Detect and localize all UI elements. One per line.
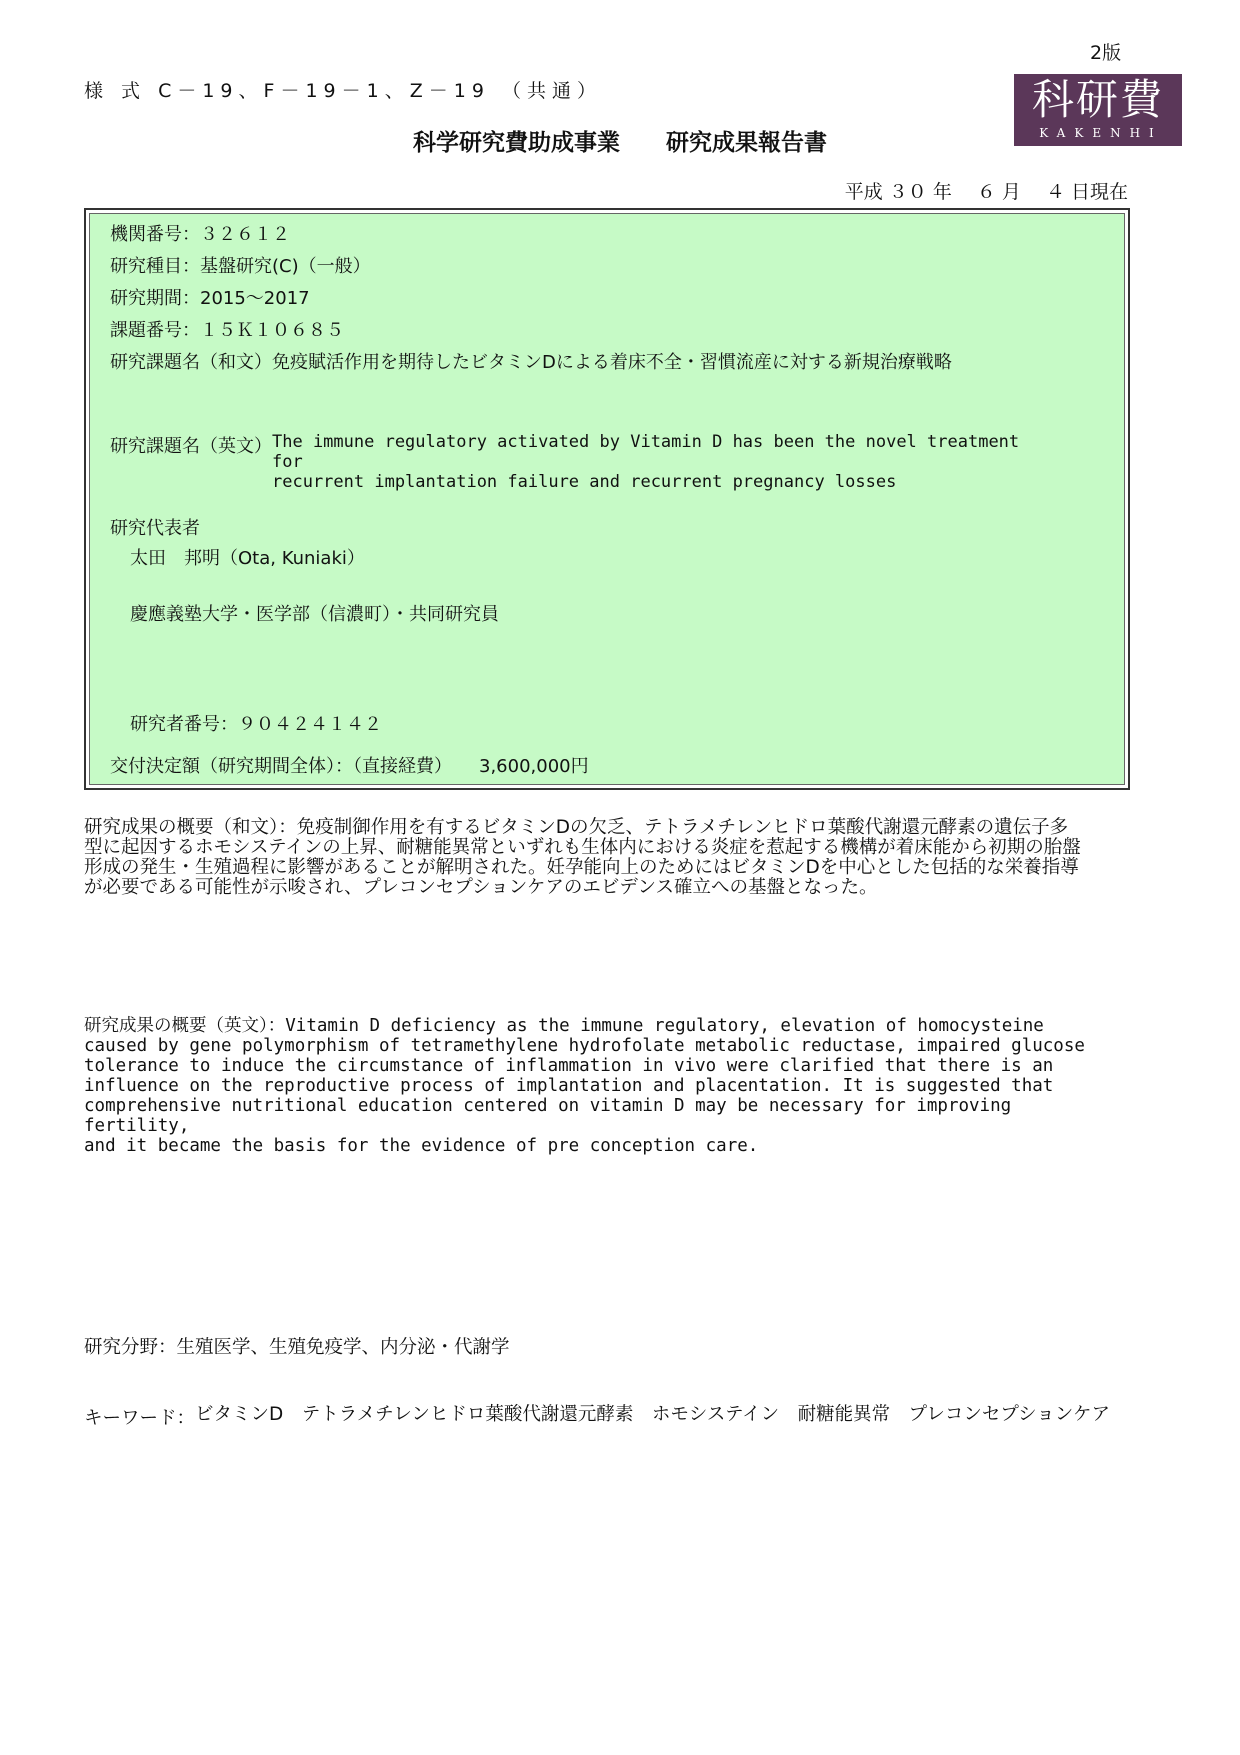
logo-kanji: 科研費 [1031,75,1164,124]
research-field: 研究分野：生殖医学、生殖免疫学、内分泌・代謝学 [84,1337,510,1358]
keywords-row [84,1404,1144,1430]
project-title-ja: 研究課題名（和文）免疫賦活作用を期待したビタミンDによる着床不全・習慣流産に対する新規治療戦略 [110,352,952,373]
form-code: 様 式 C－19、F－19－1、Z－19 （共通） [84,80,602,102]
project-title-en-row [110,432,1032,492]
representative-label: 研究代表者 [110,518,200,539]
affiliation: 慶應義塾大学・医学部（信濃町）・共同研究員 [130,604,499,625]
project-number: 課題番号：１５Ｋ１０６８５ [110,320,344,341]
research-category: 研究種目：基盤研究(C)（一般） [110,256,371,277]
logo-roman: KAKENHI [1039,126,1163,140]
summary-ja: 研究成果の概要（和文）：免疫制御作用を有するビタミンDの欠乏、テトラメチレンヒドロ葉酸代謝還元酵素の遺伝子多型に起因するホモシステインの上昇、耐糖能異常といずれも生体内における炎症を惹起する機構が着床能から初期の胎盤形成の発生・生殖過程に影響があることが解明された。妊孕能向上のためにはビタミンDを中心とした包括的な栄養指導が必要である可能性が示唆され、プレコンセプションケアのエビデンス確立への基盤となった。 [84,817,1081,898]
project-title-en-label: 研究課題名（英文） [110,436,272,457]
document-title: 科学研究費助成事業 研究成果報告書 [413,130,827,156]
grant-amount: 交付決定額（研究期間全体）：（直接経費） 3,600,000円 [110,756,589,777]
report-date: 平成 ３０ 年 ６ 月 ４ 日現在 [844,181,1128,203]
project-title-en: The immune regulatory activated by Vitamin D has been the novel treatment for recurrent implantation failure and recurrent pregnancy losses [272,432,1020,492]
kakenhi-logo [1014,74,1182,146]
representative-name: 太田 邦明（Ota, Kuniaki） [130,548,365,569]
research-period: 研究期間：2015～2017 [110,288,310,309]
keywords-value: ビタミンD テトラメチレンヒドロ葉酸代謝還元酵素 ホモシステイン 耐糖能異常 プレコンセプションケア [195,1404,1110,1425]
edition-label: 2版 [1090,42,1122,64]
keywords-label: キーワード： [84,1408,196,1429]
project-info-box [84,208,1130,790]
institution-number: 機関番号：３２６１２ [110,224,290,245]
researcher-number: 研究者番号：９０４２４１４２ [130,714,382,735]
summary-en: 研究成果の概要（英文）：Vitamin D deficiency as the immune regulatory, elevation of homocysteine caused by gene polymorphism of tetramethylene hydrofolate metabolic reductase, impaired glucose tolerance to induce the circumstance of inflammation in vivo were clarified that there is an influence on the reproductive process of implantation and placentation. It is suggested that comprehensive nutritional education centered on vitamin D may be necessary for improving fertility, and it became the basis for the evidence of pre conception care. [84,1016,1085,1156]
